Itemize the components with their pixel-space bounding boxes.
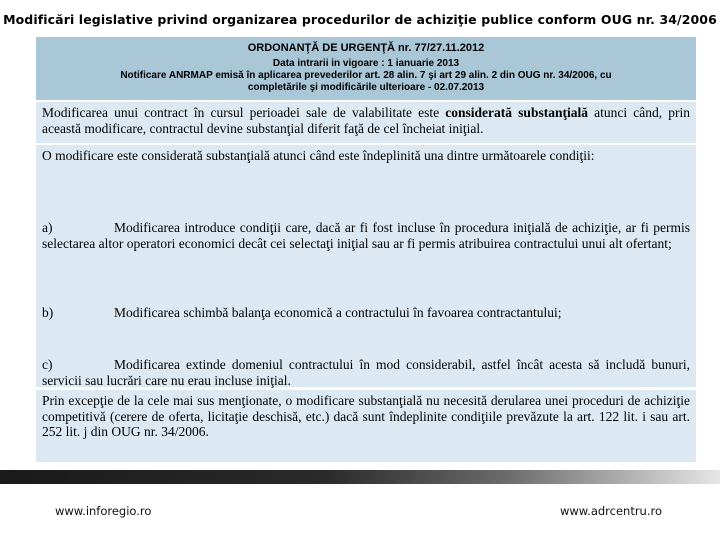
- notification-line: Notificare ANRMAP emisă în aplicarea prevederilor art. 28 alin. 7 şi art 29 alin. 2 din OUG nr. 34/2006, cu: [120, 70, 612, 81]
- definition-text-start: Modificarea unui contract în cursul perioadei sale de valabilitate este: [42, 105, 446, 120]
- page-title: Modificări legislative privind organizarea procedurilor de achiziţie publice conform OUG nr. 34/2006: [3, 12, 717, 27]
- exception-block: [36, 390, 696, 462]
- condition-item: [42, 220, 690, 251]
- condition-label: a): [42, 220, 53, 235]
- condition-label: b): [42, 305, 54, 320]
- ordinance-title: ORDONANŢĂ DE URGENŢĂ nr. 77/27.11.2012: [247, 42, 485, 54]
- effective-date: Data intrarii in vigoare : 1 ianuarie 2013: [272, 58, 460, 69]
- condition-text: Modificarea extinde domeniul contractului în mod considerabil, astfel încât acesta să includă bunuri, servicii sau lucrări care nu erau incluse iniţial.: [42, 357, 690, 388]
- adrcentru-link[interactable]: www.adrcentru.ro: [560, 504, 663, 518]
- condition-text: Modificarea schimbă balanţa economică a contractului în favoarea contractantului;: [114, 305, 562, 320]
- inforegio-link[interactable]: www.inforegio.ro: [55, 504, 152, 518]
- definition-text-end: atunci când, prin această modificare, contractul devine substanţial diferit faţă de cel încheiat iniţial.: [42, 105, 690, 136]
- condition-text: Modificarea introduce condiţii care, dacă ar fi fost incluse în procedura iniţială de achiziţie, ar fi permis selectarea altor operatori economici decât cei selectaţi iniţial sau ar fi permis atribuirea contractului unui alt ofertant;: [42, 220, 690, 251]
- substantial-modification-definition: [36, 102, 696, 143]
- conditions-block: [36, 145, 696, 387]
- conditions-intro: O modificare este considerată substanţială atunci când este îndeplinită una dintre următoarele condiţii:: [42, 148, 595, 163]
- condition-item: [42, 357, 690, 388]
- definition-emphasis: considerată substanţială: [445, 105, 588, 120]
- ordinance-header: [36, 37, 696, 100]
- notification-line-2: completările şi modificările ulterioare - 02.07.2013: [247, 82, 485, 93]
- condition-item: [42, 305, 690, 321]
- condition-label: c): [42, 357, 53, 372]
- footer-divider: [0, 470, 720, 484]
- exception-text: Prin excepţie de la cele mai sus menţionate, o modificare substanţială nu necesită derularea unei proceduri de achiziţie competitivă (cerere de oferta, licitaţie deschisă, etc.) dacă sunt îndeplinite condiţiile prevăzute la art. 122 lit. i sau art. 252 lit. j din OUG nr. 34/2006.: [42, 393, 690, 439]
